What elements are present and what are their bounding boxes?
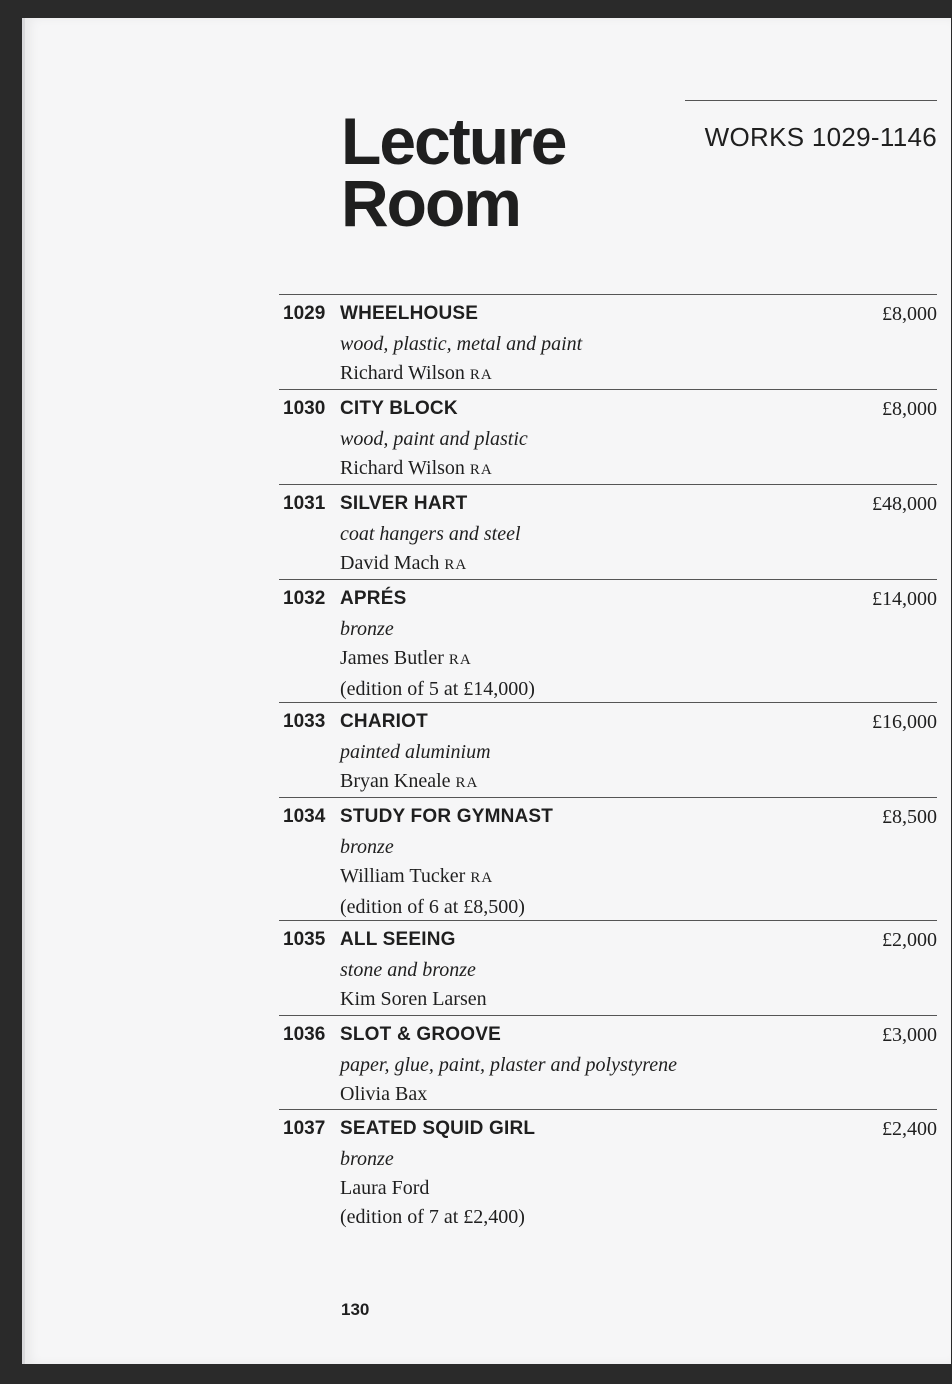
section-label: WORKS 1029-1146: [704, 122, 937, 152]
entry-artist: [340, 359, 582, 390]
entry-number: 1029: [283, 303, 326, 324]
entry-medium: coat hangers and steel: [340, 523, 521, 545]
entry-medium: bronze: [340, 836, 394, 858]
entry-title: CHARIOT: [340, 711, 428, 732]
entry-artist: [340, 1174, 525, 1203]
artist-name: Bryan Kneale: [340, 770, 451, 792]
entry-edition: (edition of 5 at £14,000): [340, 678, 535, 700]
header-rule: [685, 100, 937, 101]
artist-name: James Butler: [340, 647, 444, 669]
entry-edition: (edition of 6 at £8,500): [340, 896, 525, 918]
catalogue-page: [22, 18, 951, 1364]
ra-designation: RA: [444, 557, 468, 573]
catalogue-entry: [279, 797, 937, 918]
entry-price: £48,000: [872, 493, 937, 515]
entry-medium: bronze: [340, 618, 394, 640]
catalogue-entry: [279, 1109, 937, 1228]
catalogue-entry: [279, 484, 937, 574]
entry-price: £2,000: [882, 929, 937, 951]
entry-number: 1037: [283, 1118, 326, 1139]
ra-designation: RA: [469, 462, 493, 478]
entry-title: SEATED SQUID GIRL: [340, 1118, 536, 1139]
entry-title: CITY BLOCK: [340, 398, 458, 419]
entry-price: £14,000: [872, 588, 937, 610]
entry-price: £8,000: [882, 303, 937, 325]
entry-price: £2,400: [882, 1118, 937, 1140]
artist-name: Kim Soren Larsen: [340, 988, 487, 1010]
entry-number: 1036: [283, 1024, 326, 1045]
artist-name: Richard Wilson: [340, 362, 465, 384]
ra-designation: RA: [469, 367, 493, 383]
entry-artist: [340, 454, 528, 485]
entry-artist: [340, 644, 535, 675]
ra-designation: RA: [448, 652, 472, 668]
ra-designation: RA: [470, 870, 494, 886]
entry-price: £3,000: [882, 1024, 937, 1046]
entry-medium: stone and bronze: [340, 959, 476, 981]
catalogue-entry: [279, 579, 937, 700]
entry-number: 1031: [283, 493, 326, 514]
entry-number: 1030: [283, 398, 326, 419]
entry-number: 1035: [283, 929, 326, 950]
entry-medium: painted aluminium: [340, 741, 491, 763]
entry-title: SILVER HART: [340, 493, 468, 514]
page-title: [341, 104, 566, 240]
entry-title: SLOT & GROOVE: [340, 1024, 501, 1045]
entry-title: APRÉS: [340, 588, 407, 609]
artist-name: Richard Wilson: [340, 457, 465, 479]
ra-designation: RA: [455, 775, 479, 791]
catalogue-entry: [279, 294, 937, 384]
entry-title: ALL SEEING: [340, 929, 456, 950]
entry-title: WHEELHOUSE: [340, 303, 479, 324]
title-line-2: Room: [341, 166, 520, 240]
entry-artist: [340, 549, 521, 580]
entry-medium: paper, glue, paint, plaster and polystyrene: [340, 1054, 677, 1076]
catalogue-entry: [279, 920, 937, 1010]
entry-price: £8,500: [882, 806, 937, 828]
entry-artist: [340, 767, 491, 798]
entry-number: 1034: [283, 806, 326, 827]
entry-artist: [340, 1080, 677, 1109]
page-number: 130: [341, 1300, 370, 1319]
artist-name: Olivia Bax: [340, 1083, 428, 1105]
catalogue-entry: [279, 702, 937, 792]
entry-medium: wood, paint and plastic: [340, 428, 528, 450]
entry-price: £8,000: [882, 398, 937, 420]
artist-name: William Tucker: [340, 865, 466, 887]
entry-title: STUDY FOR GYMNAST: [340, 806, 554, 827]
entry-artist: [340, 985, 487, 1014]
entry-number: 1032: [283, 588, 326, 609]
entry-medium: wood, plastic, metal and paint: [340, 333, 583, 355]
title-line-1: Lecture: [341, 104, 566, 178]
catalogue-entry: [279, 1015, 937, 1105]
catalogue-entry: [279, 389, 937, 479]
artist-name: Laura Ford: [340, 1177, 430, 1199]
entry-edition: (edition of 7 at £2,400): [340, 1206, 525, 1228]
artist-name: David Mach: [340, 552, 440, 574]
entry-price: £16,000: [872, 711, 937, 733]
entry-number: 1033: [283, 711, 326, 732]
entry-artist: [340, 862, 525, 893]
entry-medium: bronze: [340, 1148, 394, 1170]
